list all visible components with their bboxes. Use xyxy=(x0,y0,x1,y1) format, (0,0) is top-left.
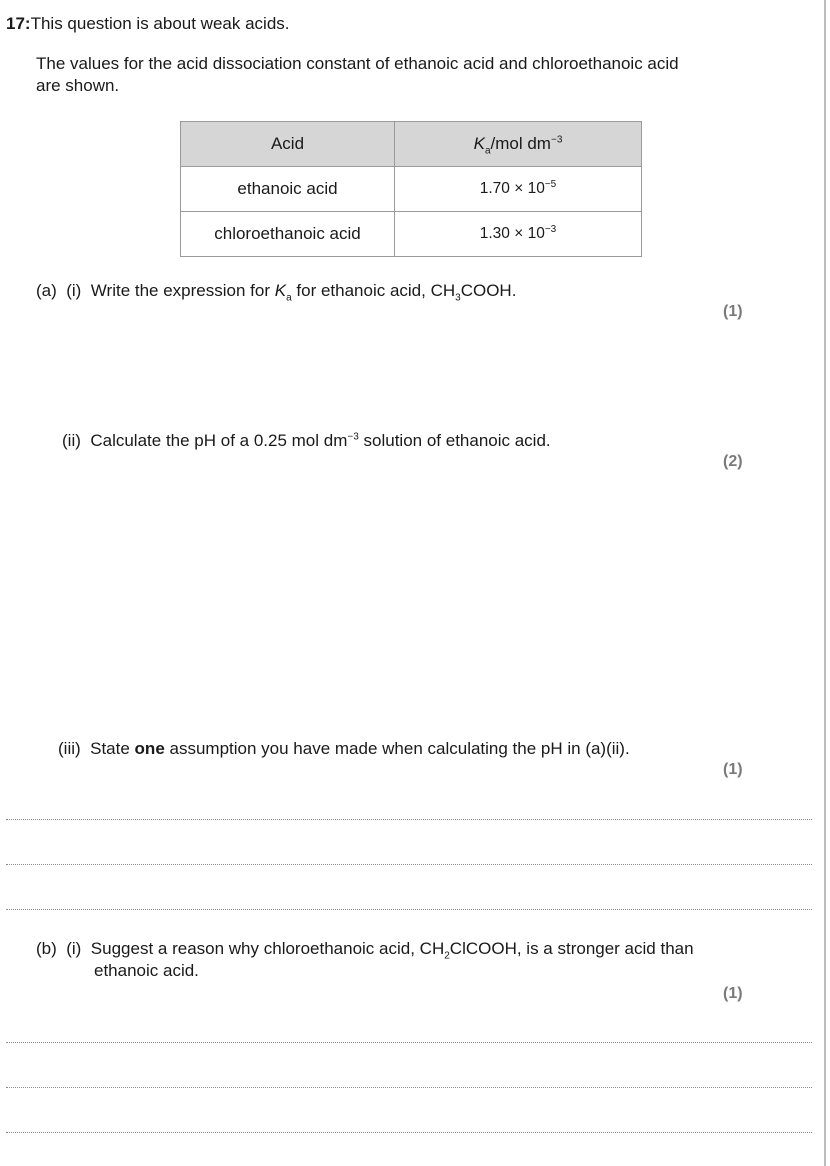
part-a-ii-label: (ii) xyxy=(62,431,81,450)
ka-table-header-acid: Acid xyxy=(181,122,395,167)
answer-line[interactable] xyxy=(6,909,812,910)
answer-line[interactable] xyxy=(6,1132,812,1133)
page-edge-rule xyxy=(824,0,826,1166)
part-b-label: (b) xyxy=(36,939,57,958)
part-b-i-question xyxy=(36,939,694,962)
part-a-iii-text: State xyxy=(90,739,130,758)
ka-unit-exp: −3 xyxy=(550,134,563,146)
marks-a-iii: (1) xyxy=(723,761,743,778)
question-stem-line2: are shown. xyxy=(36,76,120,95)
part-b-i-text: Suggest a reason why chloroethanoic acid, CH xyxy=(90,939,445,958)
part-a-i-text-after: for ethanoic acid, CH xyxy=(296,281,456,300)
question-intro-text: This question is about weak acids. xyxy=(30,14,290,33)
ka-unit: /mol dm xyxy=(490,134,551,153)
emphasis-one: one xyxy=(134,739,165,758)
ka-exponent: −5 xyxy=(544,178,557,190)
ka-mantissa: 1.30 × 10 xyxy=(479,225,545,242)
part-a-i-text: Write the expression for xyxy=(90,281,271,300)
table-cell-ka xyxy=(395,167,642,212)
part-a-iii-label: (iii) xyxy=(58,739,81,758)
ka-symbol: K xyxy=(274,281,287,300)
part-a-ii-text-after: solution of ethanoic acid. xyxy=(363,431,551,450)
answer-line[interactable] xyxy=(6,1042,812,1043)
part-a-i-question xyxy=(36,281,517,304)
part-a-ii-text: Calculate the pH of a 0.25 mol dm xyxy=(90,431,348,450)
ka-symbol: K xyxy=(473,134,485,153)
ka-table-header-row xyxy=(181,122,642,167)
part-a-iii-text-after: assumption you have made when calculating the pH in (a)(ii). xyxy=(169,739,630,758)
ka-table-header-ka xyxy=(395,122,642,167)
ka-exponent: −3 xyxy=(544,223,557,235)
answer-line[interactable] xyxy=(6,864,812,865)
table-row xyxy=(181,167,642,212)
formula-sub: 2 xyxy=(444,950,450,962)
formula-end: COOH. xyxy=(460,281,517,300)
part-b-i-label: (i) xyxy=(66,939,82,958)
part-b-i-line2: ethanoic acid. xyxy=(94,961,199,980)
part-a-ii-question xyxy=(62,431,551,451)
part-a-iii-question xyxy=(58,739,630,759)
answer-line[interactable] xyxy=(6,1087,812,1088)
part-b-i-text-after: ClCOOH, is a stronger acid than xyxy=(449,939,694,958)
ka-symbol-sub: a xyxy=(286,292,292,304)
part-a-i-label: (i) xyxy=(66,281,82,300)
marks-a-i: (1) xyxy=(723,303,743,320)
question-stem-line1: The values for the acid dissociation constant of ethanoic acid and chloroethanoic acid xyxy=(36,54,679,73)
ka-symbol-sub: a xyxy=(484,145,491,157)
ka-mantissa: 1.70 × 10 xyxy=(479,180,545,197)
table-cell-ka xyxy=(395,212,642,257)
marks-a-ii: (2) xyxy=(723,453,743,470)
answer-line[interactable] xyxy=(6,819,812,820)
formula-sub: 3 xyxy=(455,292,461,304)
unit-exp: −3 xyxy=(347,431,359,443)
table-cell-acid: chloroethanoic acid xyxy=(181,212,395,257)
table-row xyxy=(181,212,642,257)
part-a-label: (a) xyxy=(36,281,57,300)
table-cell-acid: ethanoic acid xyxy=(181,167,395,212)
ka-table xyxy=(180,121,642,257)
question-number: 17: xyxy=(6,14,31,33)
marks-b-i: (1) xyxy=(723,985,743,1002)
question-intro xyxy=(6,14,290,34)
